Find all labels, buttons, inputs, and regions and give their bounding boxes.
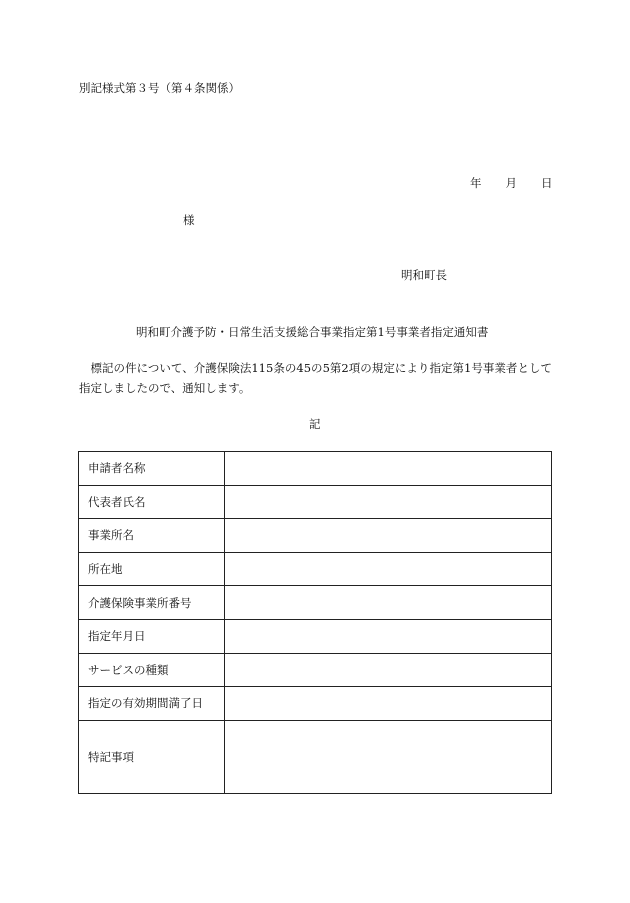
row-label: 事業所名 xyxy=(79,519,225,553)
row-label: サービスの種類 xyxy=(79,653,225,687)
addressee-suffix: 様 xyxy=(183,213,195,227)
table-row xyxy=(79,687,552,721)
table-row xyxy=(79,452,552,486)
ki-heading: 記 xyxy=(309,417,321,431)
table-row xyxy=(79,485,552,519)
table-row xyxy=(79,552,552,586)
row-value xyxy=(225,552,552,586)
document-title: 明和町介護予防・日常生活支援総合事業指定第1号事業者指定通知書 xyxy=(136,325,489,339)
year-label: 年 xyxy=(470,176,482,190)
row-label: 申請者名称 xyxy=(79,452,225,486)
row-value xyxy=(225,653,552,687)
table-row xyxy=(79,653,552,687)
row-value xyxy=(225,586,552,620)
row-value xyxy=(225,485,552,519)
table-row xyxy=(79,619,552,653)
date-line xyxy=(470,175,553,191)
table-row xyxy=(79,519,552,553)
row-label: 所在地 xyxy=(79,552,225,586)
row-label: 介護保険事業所番号 xyxy=(79,586,225,620)
row-value xyxy=(225,519,552,553)
row-value xyxy=(225,619,552,653)
row-label: 指定年月日 xyxy=(79,619,225,653)
day-label: 日 xyxy=(541,176,553,190)
row-label: 特記事項 xyxy=(79,720,225,793)
issuer-name: 明和町長 xyxy=(401,268,447,282)
row-value xyxy=(225,687,552,721)
form-code: 別記様式第３号（第４条関係） xyxy=(79,81,240,95)
row-label: 指定の有効期間満了日 xyxy=(79,687,225,721)
table-row xyxy=(79,720,552,793)
body-text: 標記の件について、介護保険法115条の45の5第2項の規定により指定第1号事業者として指定しましたので、通知します。 xyxy=(79,361,552,395)
row-value xyxy=(225,452,552,486)
table-row xyxy=(79,586,552,620)
row-label: 代表者氏名 xyxy=(79,485,225,519)
month-label: 月 xyxy=(505,176,517,190)
info-table xyxy=(78,451,552,794)
row-value xyxy=(225,720,552,793)
